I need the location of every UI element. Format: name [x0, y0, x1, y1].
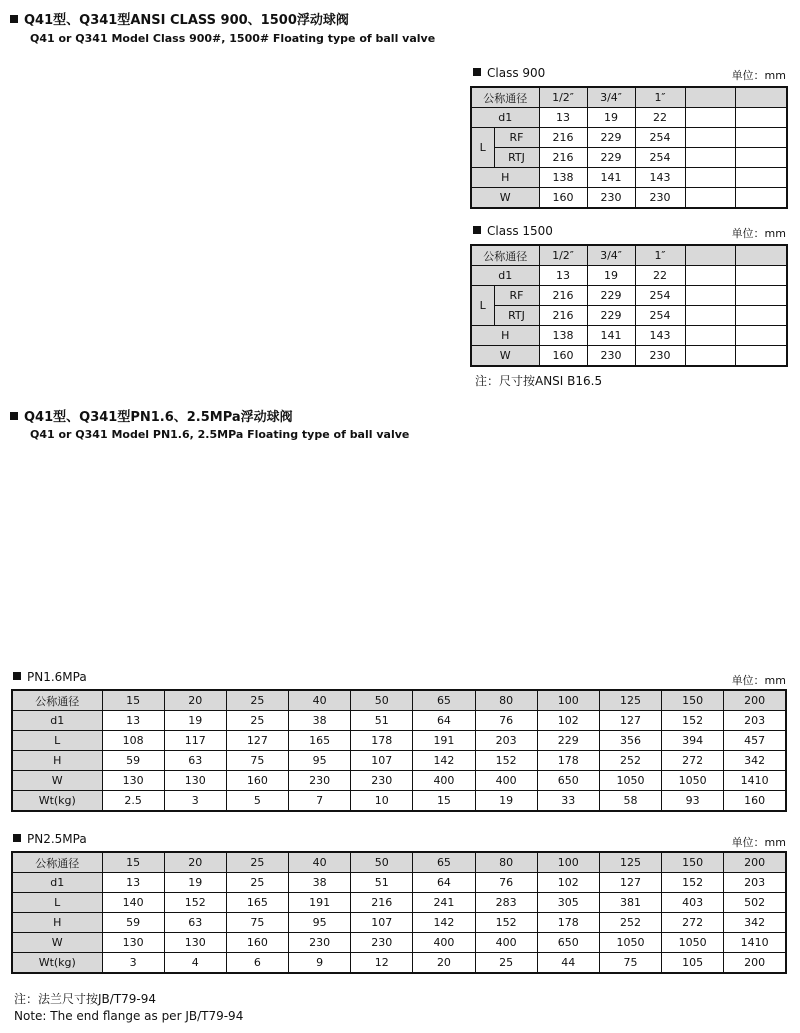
table-cell: 241	[413, 893, 475, 913]
table-cell: 230	[587, 346, 635, 367]
table-cell: 138	[539, 168, 587, 188]
table-cell: 1050	[599, 933, 661, 953]
table-cell: 254	[635, 286, 685, 306]
table-cell: 152	[164, 893, 226, 913]
row-label: RTJ	[494, 306, 539, 326]
table-row	[12, 852, 786, 873]
class900-table	[470, 86, 788, 209]
table-cell: 125	[599, 852, 661, 873]
table-cell: 650	[537, 771, 599, 791]
table-cell: 216	[539, 286, 587, 306]
pn16-caption-text: PN1.6MPa	[27, 670, 87, 684]
table-cell: 19	[164, 711, 226, 731]
table-cell: 25	[226, 852, 288, 873]
table-cell: 63	[164, 751, 226, 771]
table-cell: 400	[413, 771, 475, 791]
table-cell: 4	[164, 953, 226, 974]
table-cell: 108	[102, 731, 164, 751]
table-row	[471, 266, 787, 286]
table-cell: 130	[164, 771, 226, 791]
class1500-caption	[473, 224, 553, 238]
table-cell: 19	[475, 791, 537, 812]
row-label: H	[471, 326, 539, 346]
table-cell: 283	[475, 893, 537, 913]
table-cell	[735, 108, 787, 128]
table-row	[471, 128, 787, 148]
table-cell: 33	[537, 791, 599, 812]
row-label: RTJ	[494, 148, 539, 168]
table-cell: 20	[164, 852, 226, 873]
table-cell: 178	[537, 913, 599, 933]
table-row	[12, 873, 786, 893]
class1500-caption-text: Class 1500	[487, 224, 553, 238]
table-cell: 1/2″	[539, 245, 587, 266]
row-label: W	[471, 188, 539, 209]
table-cell: 64	[413, 711, 475, 731]
table-cell	[685, 108, 735, 128]
table-row	[12, 791, 786, 812]
bullet-square-icon	[13, 672, 21, 680]
table-cell: 138	[539, 326, 587, 346]
table-cell: 15	[413, 791, 475, 812]
table-cell: 65	[413, 852, 475, 873]
row-label: d1	[12, 711, 102, 731]
table-row	[471, 306, 787, 326]
section2-title	[10, 406, 293, 425]
table-cell: 216	[539, 148, 587, 168]
table-cell: 3/4″	[587, 245, 635, 266]
table-cell: 64	[413, 873, 475, 893]
table-cell: 40	[289, 690, 351, 711]
row-label: Wt(kg)	[12, 953, 102, 974]
table-cell: 230	[635, 346, 685, 367]
table-cell: 107	[351, 913, 413, 933]
table-cell: 130	[102, 933, 164, 953]
table-cell: 130	[102, 771, 164, 791]
table-cell: 25	[475, 953, 537, 974]
pn16-caption	[13, 670, 87, 684]
table-cell: 254	[635, 148, 685, 168]
table-cell: 公称通径	[471, 87, 539, 108]
table-cell: 25	[226, 873, 288, 893]
row-label: 公称通径	[12, 852, 102, 873]
table-cell: 150	[662, 852, 724, 873]
table-cell: 65	[413, 690, 475, 711]
table-cell: 200	[724, 852, 786, 873]
bullet-square-icon	[473, 68, 481, 76]
pn25-caption-text: PN2.5MPa	[27, 832, 87, 846]
table-cell	[685, 87, 735, 108]
table-row	[471, 87, 787, 108]
table-cell: 58	[599, 791, 661, 812]
table-cell	[685, 306, 735, 326]
table-cell: 143	[635, 326, 685, 346]
table-cell: 127	[226, 731, 288, 751]
table-cell	[685, 168, 735, 188]
row-label: 公称通径	[12, 690, 102, 711]
table-cell: 229	[587, 286, 635, 306]
table-cell: 229	[587, 306, 635, 326]
table-cell: 3/4″	[587, 87, 635, 108]
row-label: L	[12, 731, 102, 751]
table-cell: 25	[226, 711, 288, 731]
table-cell: 51	[351, 873, 413, 893]
table-cell: 1410	[724, 771, 786, 791]
table-cell: 93	[662, 791, 724, 812]
table-cell: 394	[662, 731, 724, 751]
table-cell: 公称通径	[471, 245, 539, 266]
row-label: H	[471, 168, 539, 188]
table-cell: 1/2″	[539, 87, 587, 108]
table-cell: 95	[289, 751, 351, 771]
table-cell: 13	[102, 711, 164, 731]
table-row	[12, 731, 786, 751]
table-cell: 75	[599, 953, 661, 974]
table-cell: 200	[724, 690, 786, 711]
row-label: W	[12, 933, 102, 953]
row-label: d1	[471, 266, 539, 286]
table-cell: 142	[413, 913, 475, 933]
row-label: RF	[494, 128, 539, 148]
table-cell: 100	[537, 852, 599, 873]
table-cell	[735, 168, 787, 188]
table-cell: 117	[164, 731, 226, 751]
table-cell: 160	[724, 791, 786, 812]
table-cell: 142	[413, 751, 475, 771]
table-cell: 7	[289, 791, 351, 812]
table-cell: 254	[635, 306, 685, 326]
table-cell: 10	[351, 791, 413, 812]
class900-caption	[473, 66, 545, 80]
table-cell: 1410	[724, 933, 786, 953]
table-cell: 75	[226, 913, 288, 933]
section1-title-cn: Q41型、Q341型ANSI CLASS 900、1500浮动球阀	[24, 13, 349, 28]
table-cell: 1050	[599, 771, 661, 791]
pn16-table	[11, 689, 787, 812]
table-cell: 150	[662, 690, 724, 711]
table-cell: 76	[475, 873, 537, 893]
table-cell: 1050	[662, 933, 724, 953]
table-cell: 216	[539, 128, 587, 148]
table-cell: 38	[289, 711, 351, 731]
row-label: W	[471, 346, 539, 367]
table-cell: 229	[587, 148, 635, 168]
table-cell	[735, 326, 787, 346]
table-cell: 22	[635, 266, 685, 286]
row-label: d1	[471, 108, 539, 128]
table-cell: 457	[724, 731, 786, 751]
table-cell: 3	[102, 953, 164, 974]
table-cell: 160	[226, 771, 288, 791]
table-cell: 102	[537, 711, 599, 731]
table-cell: 191	[413, 731, 475, 751]
section1-subtitle: Q41 or Q341 Model Class 900#, 1500# Floating type of ball valve	[30, 32, 436, 45]
table-cell: 12	[351, 953, 413, 974]
row-label: Wt(kg)	[12, 791, 102, 812]
table-cell	[735, 128, 787, 148]
table-cell	[685, 128, 735, 148]
table-cell: 272	[662, 913, 724, 933]
table-cell	[735, 346, 787, 367]
footer-note-cn: 注：法兰尺寸按JB/T79-94	[14, 992, 157, 1006]
table-cell	[685, 326, 735, 346]
table-cell	[735, 306, 787, 326]
table-cell	[685, 188, 735, 209]
table-cell	[685, 286, 735, 306]
table-row	[12, 933, 786, 953]
table-cell: 400	[475, 771, 537, 791]
table-cell: 13	[539, 108, 587, 128]
table-cell: 25	[226, 690, 288, 711]
table-cell: 230	[587, 188, 635, 209]
table-cell: 160	[226, 933, 288, 953]
table-cell: 107	[351, 751, 413, 771]
class1500-table	[470, 244, 788, 367]
table-cell: 200	[724, 953, 786, 974]
table-cell: 20	[413, 953, 475, 974]
table-cell: 40	[289, 852, 351, 873]
table-cell: 50	[351, 852, 413, 873]
table-cell: 95	[289, 913, 351, 933]
table-cell: 80	[475, 852, 537, 873]
table-cell: 127	[599, 711, 661, 731]
table-cell	[685, 346, 735, 367]
table-cell	[735, 286, 787, 306]
pn16-unit: 单位：mm	[731, 674, 786, 687]
table-cell	[735, 188, 787, 209]
table-cell: 160	[539, 188, 587, 209]
table-cell: 15	[102, 690, 164, 711]
table-cell: 165	[289, 731, 351, 751]
table-cell: 127	[599, 873, 661, 893]
table-cell	[735, 87, 787, 108]
table-cell: 15	[102, 852, 164, 873]
table-cell: 3	[164, 791, 226, 812]
bullet-square-icon	[473, 226, 481, 234]
table-cell: 178	[351, 731, 413, 751]
table-cell	[735, 245, 787, 266]
table-cell: 191	[289, 893, 351, 913]
table-row	[471, 188, 787, 209]
table-cell: 5	[226, 791, 288, 812]
section1-title	[10, 9, 349, 28]
table-cell: 63	[164, 913, 226, 933]
table-cell: 403	[662, 893, 724, 913]
footer-note-en: Note: The end flange as per JB/T79-94	[14, 1009, 244, 1023]
table-cell: 44	[537, 953, 599, 974]
table-cell	[685, 266, 735, 286]
table-cell: 216	[351, 893, 413, 913]
table-cell: 140	[102, 893, 164, 913]
table-cell: 152	[475, 751, 537, 771]
row-label: L	[471, 128, 494, 168]
table-row	[12, 711, 786, 731]
table-cell: 51	[351, 711, 413, 731]
table-cell: 356	[599, 731, 661, 751]
table-cell: 178	[537, 751, 599, 771]
table-cell: 141	[587, 168, 635, 188]
table-cell: 165	[226, 893, 288, 913]
table-cell: 141	[587, 326, 635, 346]
table-row	[12, 771, 786, 791]
table-row	[12, 953, 786, 974]
row-label: L	[12, 893, 102, 913]
table-cell: 76	[475, 711, 537, 731]
table-cell: 342	[724, 751, 786, 771]
table-cell: 102	[537, 873, 599, 893]
table-cell: 229	[537, 731, 599, 751]
bullet-square-icon	[10, 15, 18, 23]
table-row	[471, 108, 787, 128]
table-cell: 13	[102, 873, 164, 893]
table-row	[471, 168, 787, 188]
row-label: L	[471, 286, 494, 326]
section2-title-cn: Q41型、Q341型PN1.6、2.5MPa浮动球阀	[24, 410, 293, 425]
table-cell: 59	[102, 913, 164, 933]
table-cell	[735, 266, 787, 286]
table-row	[471, 148, 787, 168]
table-cell: 6	[226, 953, 288, 974]
pn25-caption	[13, 832, 87, 846]
table-cell: 305	[537, 893, 599, 913]
table-cell: 125	[599, 690, 661, 711]
bullet-square-icon	[10, 412, 18, 420]
table-cell: 252	[599, 751, 661, 771]
table-cell: 152	[662, 711, 724, 731]
table-cell: 216	[539, 306, 587, 326]
table-cell: 20	[164, 690, 226, 711]
row-label: RF	[494, 286, 539, 306]
table-cell: 9	[289, 953, 351, 974]
table-row	[12, 913, 786, 933]
table-cell: 400	[413, 933, 475, 953]
table-cell: 230	[635, 188, 685, 209]
table-row	[471, 326, 787, 346]
table-cell: 152	[662, 873, 724, 893]
table-cell: 80	[475, 690, 537, 711]
table-row	[471, 286, 787, 306]
table-cell	[685, 148, 735, 168]
table-cell: 19	[587, 108, 635, 128]
table-cell: 342	[724, 913, 786, 933]
table-cell: 50	[351, 690, 413, 711]
table-cell: 100	[537, 690, 599, 711]
table-cell	[735, 148, 787, 168]
table-cell: 38	[289, 873, 351, 893]
row-label: d1	[12, 873, 102, 893]
table-cell: 272	[662, 751, 724, 771]
table-cell: 59	[102, 751, 164, 771]
table-cell: 203	[724, 873, 786, 893]
table-cell: 254	[635, 128, 685, 148]
table-cell: 230	[289, 771, 351, 791]
table-cell: 252	[599, 913, 661, 933]
table-cell: 75	[226, 751, 288, 771]
row-label: W	[12, 771, 102, 791]
section2-subtitle: Q41 or Q341 Model PN1.6, 2.5MPa Floating type of ball valve	[30, 428, 410, 441]
table-cell: 130	[164, 933, 226, 953]
table-cell: 230	[351, 933, 413, 953]
table-cell: 160	[539, 346, 587, 367]
table-cell: 105	[662, 953, 724, 974]
table-cell: 230	[351, 771, 413, 791]
row-label: H	[12, 751, 102, 771]
table-cell: 1″	[635, 87, 685, 108]
class1500-unit: 单位：mm	[731, 227, 786, 240]
row-label: H	[12, 913, 102, 933]
table-row	[12, 690, 786, 711]
table-cell: 381	[599, 893, 661, 913]
table-cell: 1″	[635, 245, 685, 266]
table-cell: 19	[587, 266, 635, 286]
table-cell: 502	[724, 893, 786, 913]
table-cell	[685, 245, 735, 266]
bullet-square-icon	[13, 834, 21, 842]
table-row	[12, 893, 786, 913]
ansi-note: 注：尺寸按ANSI B16.5	[475, 374, 603, 388]
table-cell: 203	[724, 711, 786, 731]
pn25-unit: 单位：mm	[731, 836, 786, 849]
table-cell: 152	[475, 913, 537, 933]
table-cell: 230	[289, 933, 351, 953]
table-row	[471, 245, 787, 266]
table-cell: 650	[537, 933, 599, 953]
table-cell: 229	[587, 128, 635, 148]
table-row	[12, 751, 786, 771]
class900-unit: 单位：mm	[731, 69, 786, 82]
table-cell: 22	[635, 108, 685, 128]
table-cell: 19	[164, 873, 226, 893]
table-cell: 1050	[662, 771, 724, 791]
class900-caption-text: Class 900	[487, 66, 546, 80]
table-row	[471, 346, 787, 367]
table-cell: 2.5	[102, 791, 164, 812]
pn25-table	[11, 851, 787, 974]
table-cell: 400	[475, 933, 537, 953]
table-cell: 203	[475, 731, 537, 751]
table-cell: 143	[635, 168, 685, 188]
table-cell: 13	[539, 266, 587, 286]
